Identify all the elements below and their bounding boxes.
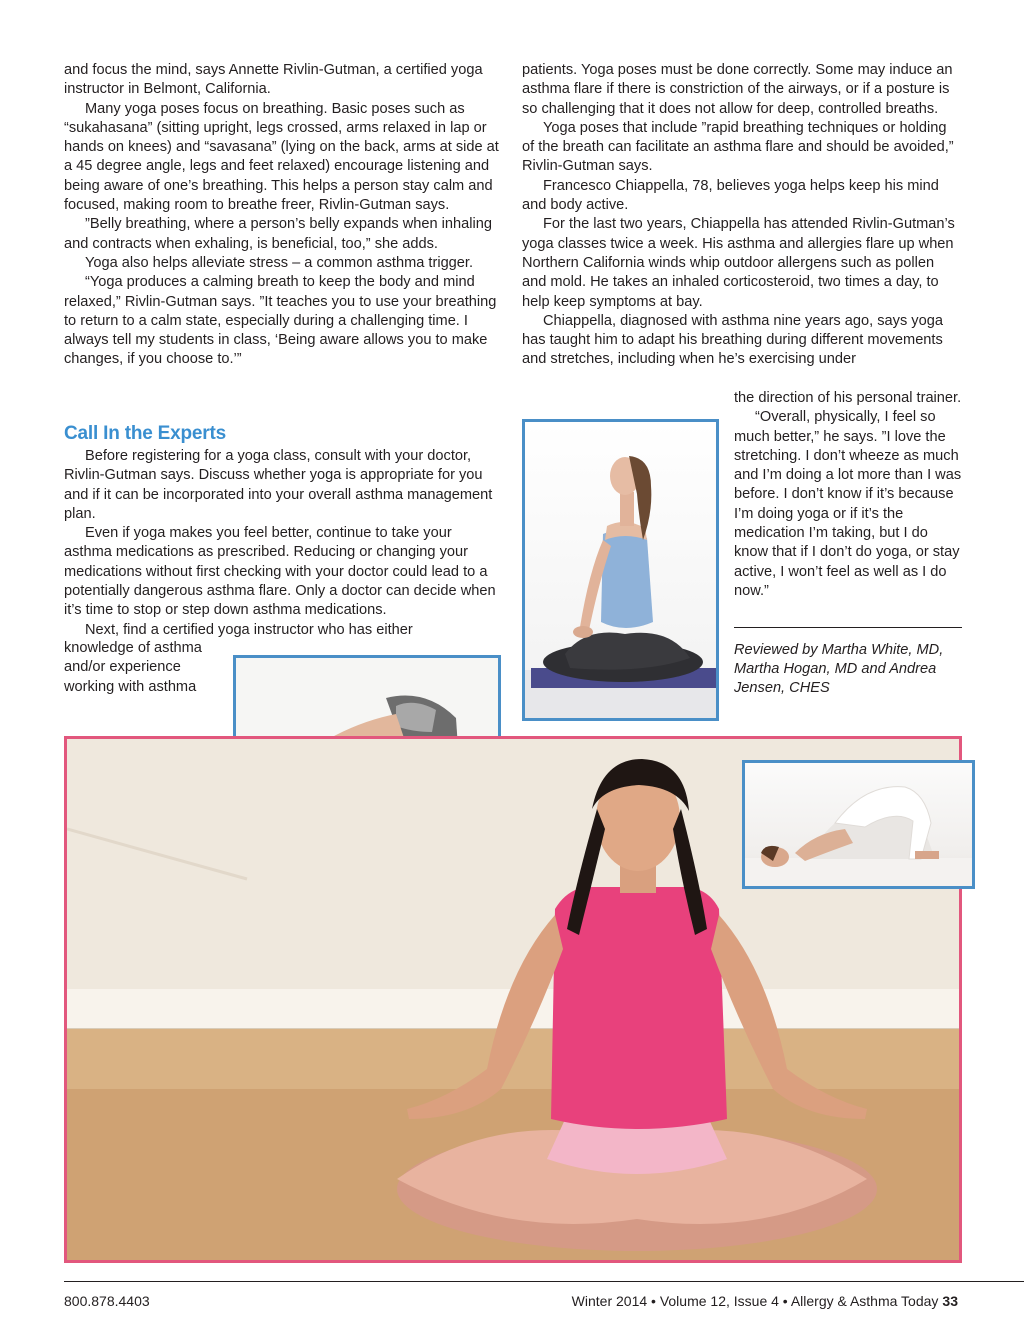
section-wrap-text [64, 639, 234, 697]
footer-phone: 800.878.4403 [64, 1293, 150, 1309]
footer-rule [64, 1281, 1024, 1282]
article-right-narrow [734, 389, 962, 601]
paragraph: For the last two years, Chiappella has attended Rivlin-Gutman’s yoga classes twice a week. His asthma and allergies flare up when Northern California winds whip outdoor allergens such as pollen and mold. He takes an inhaled corticosteroid, two times a day, to help keep symptoms at bay. [522, 216, 955, 310]
section-body [64, 447, 502, 640]
paragraph: Yoga also helps alleviate stress – a common asthma trigger. [85, 254, 474, 271]
wrap-line: working with asthma [64, 678, 197, 695]
paragraph: and focus the mind, says Annette Rivlin-Gutman, a certified yoga instructor in Belmont, California. [64, 62, 483, 98]
paragraph: Even if yoga makes you feel better, continue to take your asthma medications as prescribed. Reducing or changing your medications without first checking with your doctor could lead to a potentially dangerous asthma flare. Only a doctor can decide when it’s time to stop or step down asthma medications. [64, 525, 496, 619]
paragraph: Many yoga poses focus on breathing. Basic poses such as “sukahasana” (sitting upright, legs crossed, arms relaxed in lap or hands on knees) and “savasana” (lying on the back, arms at side at a 45 degree angle, legs and feet relaxed) encourage listening and being aware of one’s breathing. This helps a person stay calm and focused, making room to breathe freer, Rivlin-Gutman says. [64, 100, 499, 214]
paragraph: Next, find a certified yoga instructor who has either [85, 621, 413, 638]
article-left-column [64, 61, 502, 370]
paragraph: Yoga poses that include ”rapid breathing techniques or holding of the breath can facilitate an asthma flare and should be avoided,” Rivlin-Gutman says. [522, 119, 954, 175]
paragraph: the direction of his personal trainer. [734, 390, 962, 406]
seated-yoga-photo [522, 419, 719, 721]
paragraph: “Overall, physically, I feel so much better,” he says. ”I love the stretching. I don’t wheeze as much and I’m doing a lot more than I was before. I don’t know if it’s because I’m doing yoga or if it’s the medication I’m taking, but I do know that if I don’t do yoga, or stay active, I won’t feel as well as I do now.” [734, 409, 962, 599]
paragraph: Francesco Chiappella, 78, believes yoga helps keep his mind and body active. [522, 177, 939, 214]
paragraph: “Yoga produces a calming breath to keep the body and mind relaxed,” Rivlin-Gutman says. ”It teaches you to use your breathing to return to a calm state, especially during a challenging time. I always tell my students in class, ‘Being aware allows you to make changes, if you choose to.’” [64, 274, 497, 368]
bridge-pose-photo [742, 760, 975, 889]
credit-divider [734, 627, 962, 628]
paragraph: Chiappella, diagnosed with asthma nine years ago, says yoga has taught him to adapt his breathing during different movements and stretches, including when he’s exercising under [522, 312, 943, 368]
seated-woman-illustration [525, 422, 716, 718]
paragraph: ”Belly breathing, where a person’s belly expands when inhaling and contracts when exhaling, is beneficial, too,” she adds. [64, 216, 492, 252]
issue-info: Winter 2014 • Volume 12, Issue 4 • Allergy & Asthma Today [571, 1293, 939, 1309]
article-right-column [522, 61, 962, 370]
wrap-line: and/or experience [64, 659, 181, 676]
paragraph: Before registering for a yoga class, consult with your doctor, Rivlin-Gutman says. Discuss whether yoga is appropriate for you and if it can be incorporated into your overall asthma management plan. [64, 448, 493, 522]
section-heading: Call In the Experts [64, 423, 226, 444]
bridge-pose-illustration [745, 763, 972, 886]
page-number: 33 [942, 1293, 958, 1309]
footer-issue [572, 1293, 958, 1309]
wrap-line: knowledge of asthma [64, 640, 202, 656]
reviewer-credit: Reviewed by Martha White, MD, Martha Hogan, MD and Andrea Jensen, CHES [734, 642, 944, 696]
paragraph: patients. Yoga poses must be done correctly. Some may induce an asthma flare if there is constriction of the airways, or if a posture is so challenging that it does not allow for deep, controlled breaths. [522, 62, 953, 117]
